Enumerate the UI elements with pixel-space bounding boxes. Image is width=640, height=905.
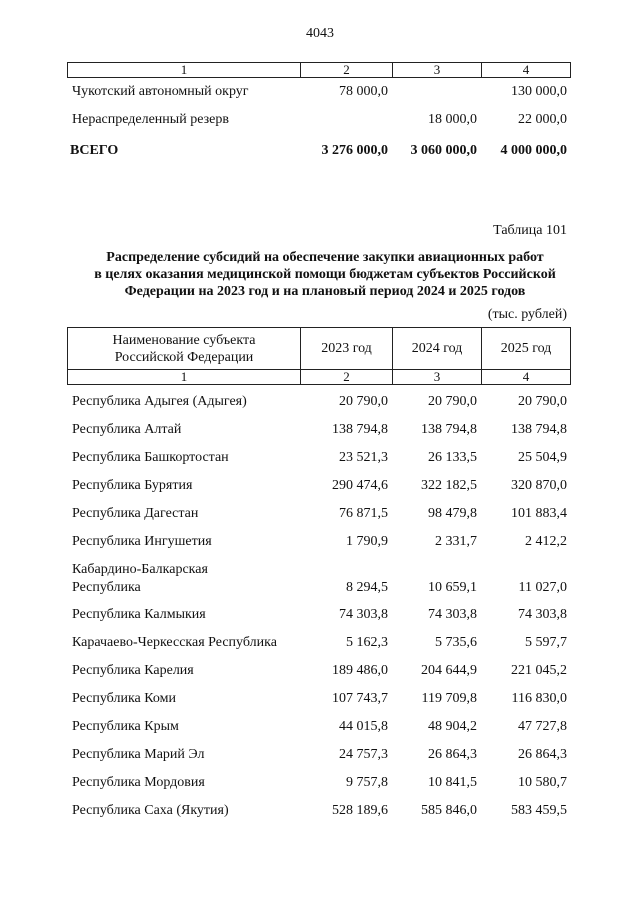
table-title-line: в целях оказания медицинской помощи бюджетам субъектов Российской — [94, 267, 556, 282]
main-col-number-1: 1 — [67, 369, 301, 385]
row-name: Республика Крым — [72, 719, 179, 734]
value-2025: 221 045,2 — [511, 663, 567, 678]
row-name: Республика Мордовия — [72, 775, 205, 790]
value-2024: 26 133,5 — [428, 450, 477, 465]
row-name: Республика Калмыкия — [72, 607, 206, 622]
value-2023: 8 294,5 — [346, 580, 388, 595]
value-2023: 1 790,9 — [346, 534, 388, 549]
value-2025: 74 303,8 — [518, 607, 567, 622]
value-2024: 10 841,5 — [428, 775, 477, 790]
row-name: Республика Марий Эл — [72, 747, 205, 762]
value-2023: 23 521,3 — [339, 450, 388, 465]
value-2025: 20 790,0 — [518, 394, 567, 409]
header-2025: 2025 год — [481, 327, 571, 370]
value-2024: 585 846,0 — [421, 803, 477, 818]
value-2025: 583 459,5 — [511, 803, 567, 818]
total-2024: 3 060 000,0 — [410, 143, 477, 158]
row-name: Республика Саха (Якутия) — [72, 803, 229, 818]
value-2024: 119 709,8 — [421, 691, 477, 706]
value-2023: 9 757,8 — [346, 775, 388, 790]
header-subject-line: Российской Федерации — [114, 349, 254, 365]
page-number: 4043 — [306, 26, 334, 41]
top-col-number-1: 1 — [67, 62, 301, 78]
value-2023: 76 871,5 — [339, 506, 388, 521]
table-title-line: Распределение субсидий на обеспечение закупки авиационных работ — [106, 250, 544, 265]
row-name: Республика Адыгея (Адыгея) — [72, 394, 247, 409]
value-2023: 189 486,0 — [332, 663, 388, 678]
value-2025: 2 412,2 — [525, 534, 567, 549]
value-2025: 10 580,7 — [518, 775, 567, 790]
value-2024: 98 479,8 — [428, 506, 477, 521]
value-2023: 78 000,0 — [339, 84, 388, 99]
value-2024: 138 794,8 — [421, 422, 477, 437]
value-2024: 48 904,2 — [428, 719, 477, 734]
value-2023: 20 790,0 — [339, 394, 388, 409]
top-col-number-4: 4 — [481, 62, 571, 78]
main-col-number-4: 4 — [481, 369, 571, 385]
total-2025: 4 000 000,0 — [500, 143, 567, 158]
value-2024: 5 735,6 — [435, 635, 477, 650]
row-name: Республика Башкортостан — [72, 450, 229, 465]
table-title-line: Федерации на 2023 год и на плановый период 2024 и 2025 годов — [124, 284, 526, 299]
value-2024: 20 790,0 — [428, 394, 477, 409]
value-2024: 18 000,0 — [428, 112, 477, 127]
value-2025: 138 794,8 — [511, 422, 567, 437]
main-col-number-2: 2 — [300, 369, 393, 385]
header-subject-line: Наименование субъекта — [112, 332, 256, 348]
value-2023: 24 757,3 — [339, 747, 388, 762]
row-name: Карачаево-Черкесская Республика — [72, 635, 277, 650]
value-2025: 11 027,0 — [518, 580, 567, 595]
row-name: Нераспределенный резерв — [72, 112, 229, 127]
row-name: Республика Коми — [72, 691, 176, 706]
value-2025: 320 870,0 — [511, 478, 567, 493]
value-2025: 22 000,0 — [518, 112, 567, 127]
row-name: Республика Бурятия — [72, 478, 193, 493]
total-2023: 3 276 000,0 — [321, 143, 388, 158]
table-title — [60, 249, 590, 300]
value-2025: 116 830,0 — [511, 691, 567, 706]
value-2023: 74 303,8 — [339, 607, 388, 622]
value-2024: 26 864,3 — [428, 747, 477, 762]
value-2023: 528 189,6 — [332, 803, 388, 818]
value-2025: 5 597,7 — [525, 635, 567, 650]
header-2024: 2024 год — [392, 327, 482, 370]
row-name: Республика Дагестан — [72, 506, 199, 521]
table-caption: Таблица 101 — [493, 223, 567, 238]
value-2024: 322 182,5 — [421, 478, 477, 493]
row-name: Республика Карелия — [72, 663, 194, 678]
value-2025: 26 864,3 — [518, 747, 567, 762]
value-2025: 101 883,4 — [511, 506, 567, 521]
header-subject — [67, 327, 301, 370]
total-label: ВСЕГО — [70, 143, 119, 158]
value-2024: 204 644,9 — [421, 663, 477, 678]
row-name: Республика Ингушетия — [72, 534, 212, 549]
top-col-number-3: 3 — [392, 62, 482, 78]
value-2025: 130 000,0 — [511, 84, 567, 99]
row-name: Республика Алтай — [72, 422, 182, 437]
row-name: Кабардино-Балкарская — [72, 562, 208, 577]
top-col-number-2: 2 — [300, 62, 393, 78]
value-2023: 44 015,8 — [339, 719, 388, 734]
value-2024: 2 331,7 — [435, 534, 477, 549]
value-2023: 5 162,3 — [346, 635, 388, 650]
row-name-continued: Республика — [72, 580, 141, 595]
value-2023: 290 474,6 — [332, 478, 388, 493]
value-2025: 47 727,8 — [518, 719, 567, 734]
main-col-number-3: 3 — [392, 369, 482, 385]
header-2023: 2023 год — [300, 327, 393, 370]
value-2025: 25 504,9 — [518, 450, 567, 465]
value-2023: 107 743,7 — [332, 691, 388, 706]
value-2024: 74 303,8 — [428, 607, 477, 622]
value-2024: 10 659,1 — [428, 580, 477, 595]
row-name: Чукотский автономный округ — [72, 84, 249, 99]
units-label: (тыс. рублей) — [487, 307, 567, 322]
value-2023: 138 794,8 — [332, 422, 388, 437]
